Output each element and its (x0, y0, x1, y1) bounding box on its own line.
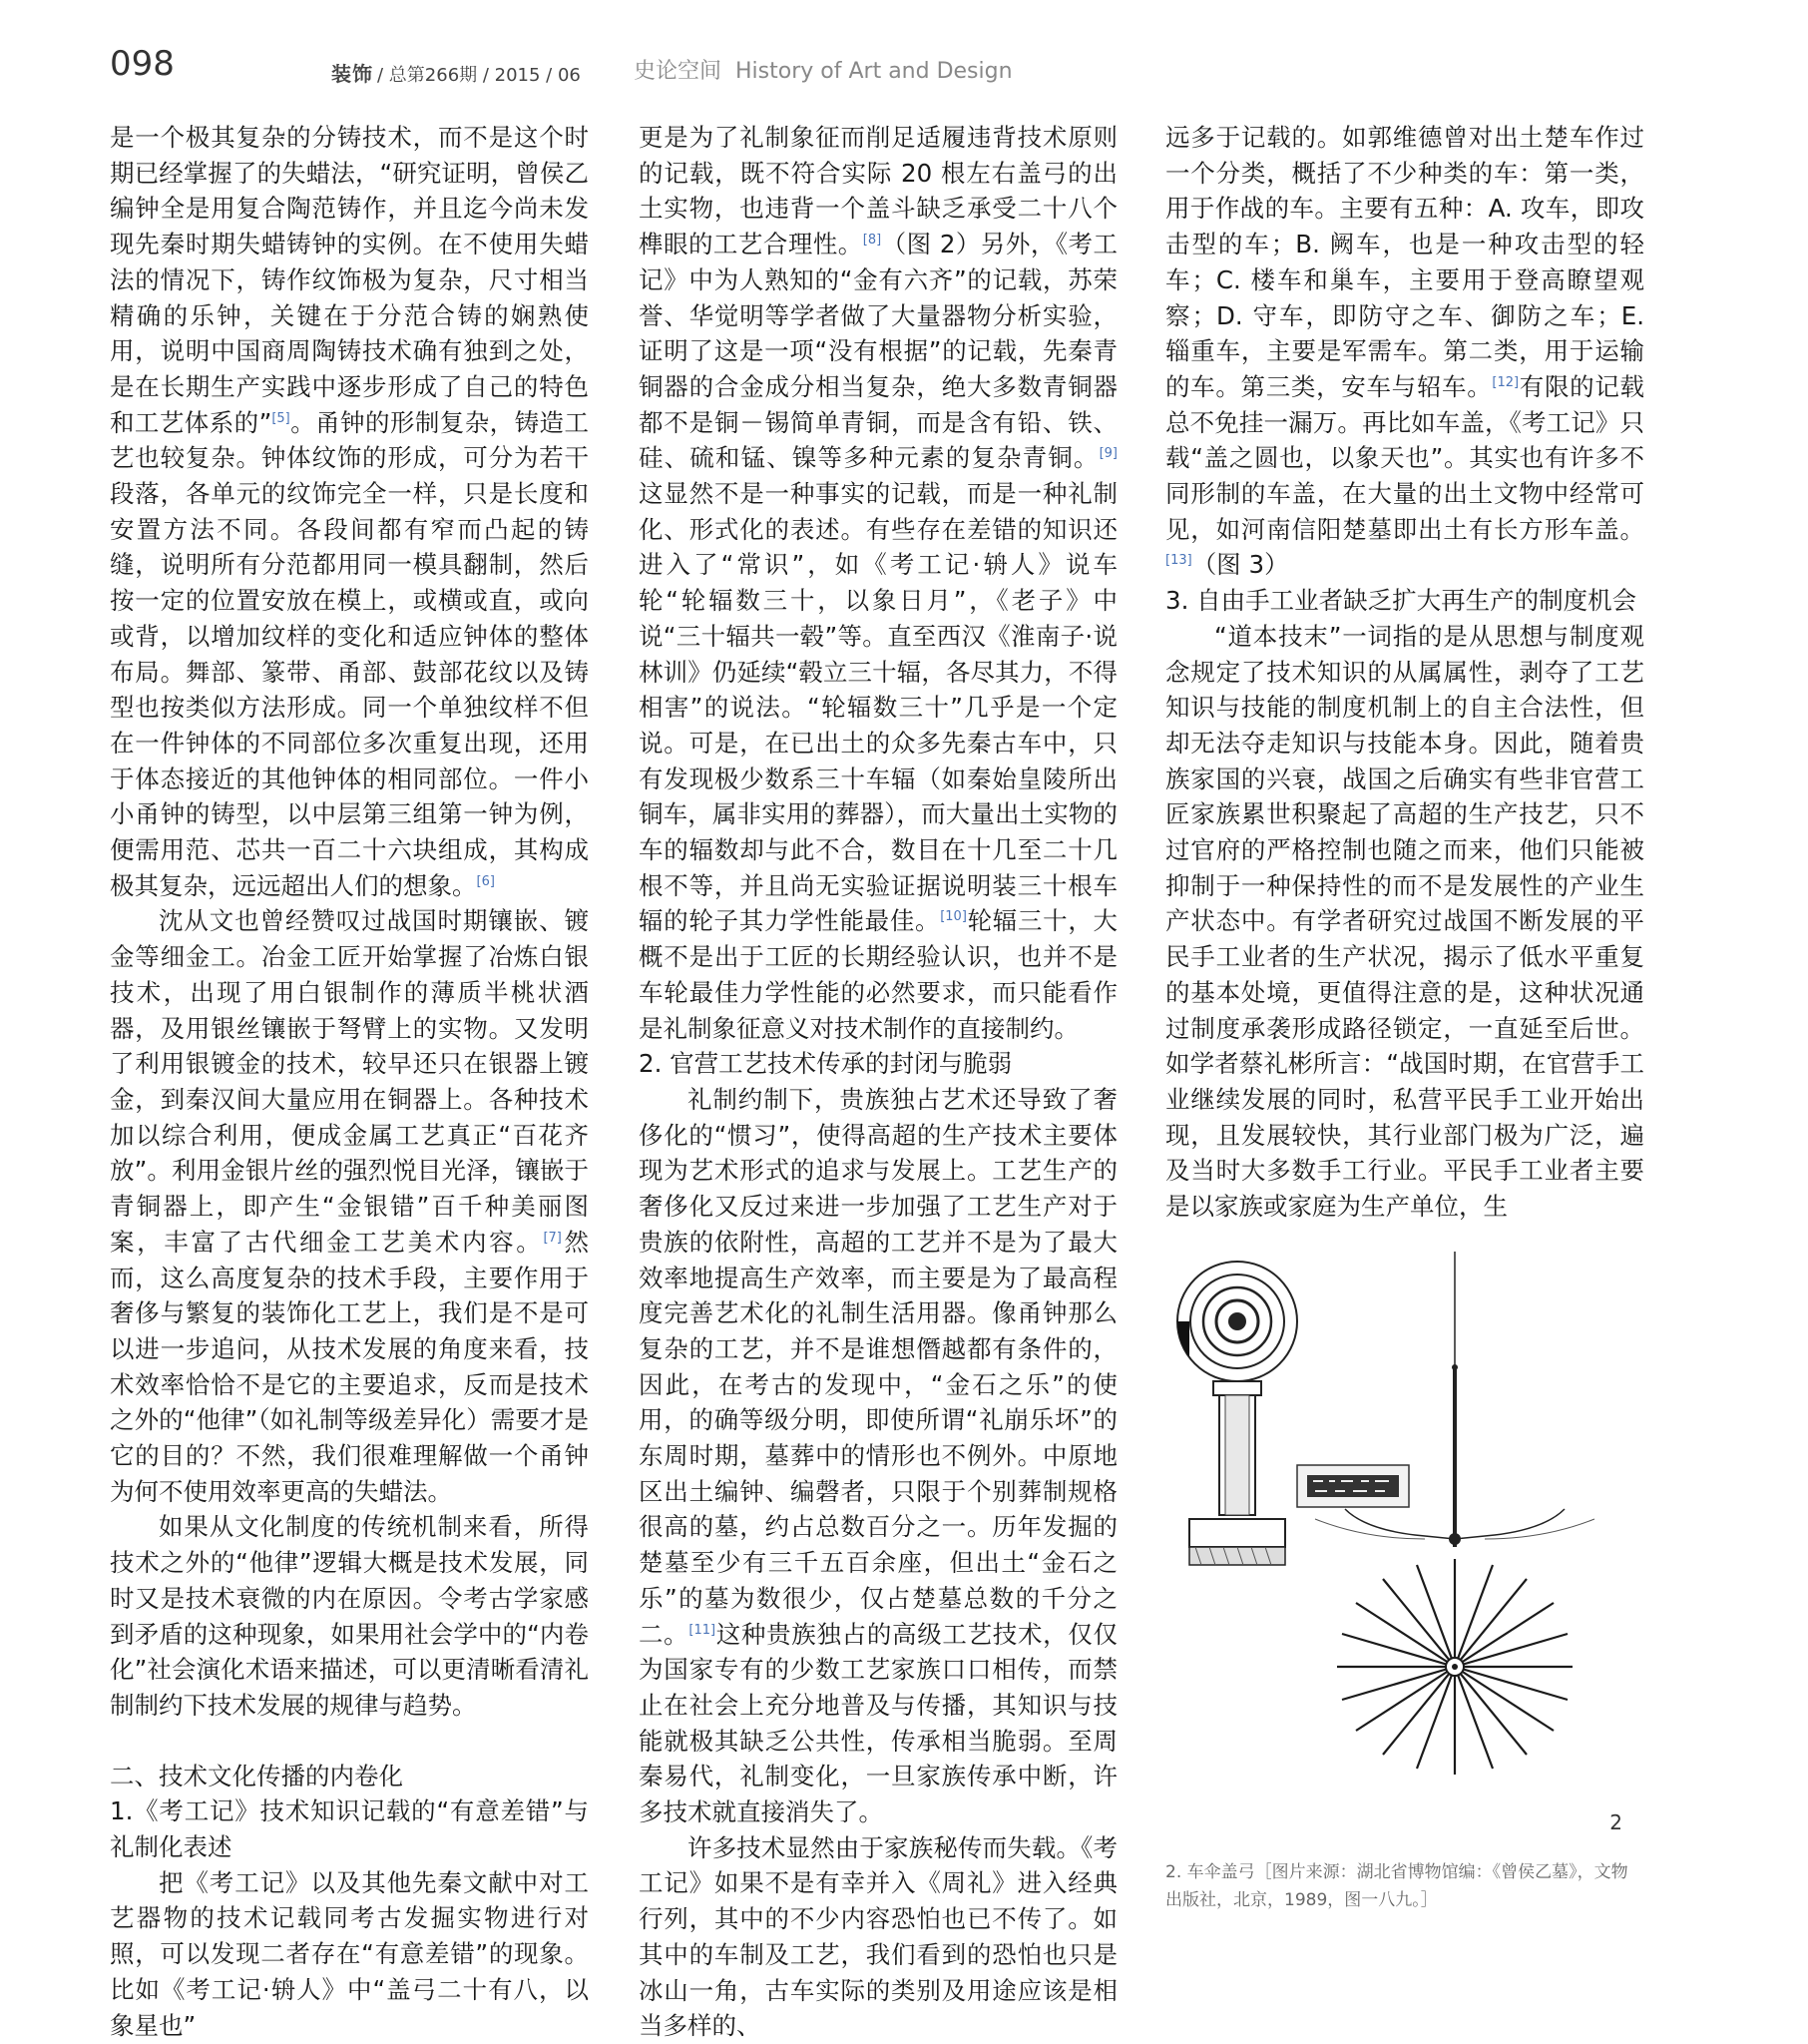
text-column-2 (639, 120, 1119, 2041)
paragraph: 是一个极其复杂的分铸技术，而不是这个时期已经掌握了的失蜡法，“研究证明，曾侯乙编钟全是用复合陶范铸作，并且迄今尚未发现先秦时期失蜡铸钟的实例。在不使用失蜡法的情况下，铸作纹饰极为复杂，尺寸相当精确的乐钟，关键在于分范合铸的娴熟使用，说明中国商周陶铸技术确有独到之处，是在长期生产实践中逐步形成了自己的特色和工艺体系的”[5]。甬钟的形制复杂，铸造工艺也较复杂。钟体纹饰的形成，可分为若干段落，各单元的纹饰完全一样，只是长度和安置方法不同。各段间都有窄而凸起的铸缝，说明所有分范都用同一模具翻制，然后按一定的位置安放在模上，或横或直，或向或背，以增加纹样的变化和适应钟体的整体布局。舞部、篆带、甬部、鼓部花纹以及铸型也按类似方法形成。同一个单独纹样不但在一件钟体的不同部位多次重复出现，还用于体态接近的其他钟体的相同部位。一件小小甬钟的铸型，以中层第三组第一钟为例，便需用范、芯共一百二十六块组成，其构成极其复杂，远远超出人们的想象。[6] (110, 123, 589, 900)
paragraph: 许多技术显然由于家族秘传而失载。《考工记》如果不是有幸并入《周礼》进入经典行列，其中的不少内容恐怕也已不传了。如其中的车制及工艺，我们看到的恐怕也只是冰山一角，古车实际的类别及用途应该是相当多样的、 (639, 1832, 1118, 2041)
footnote-ref[interactable]: [8] (862, 232, 882, 248)
journal-logo: 装饰 (331, 62, 373, 86)
canopy-ribs-bottom-view (1337, 1559, 1573, 1775)
canopy-ribs-illustration (1165, 1248, 1644, 1806)
footnote-ref[interactable]: [13] (1165, 553, 1192, 569)
footnote-ref[interactable]: [10] (940, 909, 967, 925)
paragraph: 如果从文化制度的传统机制来看，所得技术之外的“他律”逻辑大概是技术发展，同时又是技术衰微的内在原因。令考古学家感到矛盾的这种现象，如果用社会学中的“内卷化”社会演化术语来描述，可以更清晰看清礼制制约下技术发展的规律与趋势。 (110, 1512, 589, 1720)
footnote-ref[interactable]: [11] (688, 1622, 716, 1638)
page-number: 098 (110, 44, 175, 84)
section-name-cn: 史论空间 (634, 59, 722, 84)
issue-info: / 总第266期 / 2015 / 06 (377, 65, 581, 86)
journal-info (331, 58, 581, 87)
footnote-ref[interactable]: [7] (543, 1230, 562, 1246)
canopy-hub-top-view (1177, 1262, 1297, 1381)
section-name (634, 54, 1013, 85)
paragraph: “道本技末”一词指的是从思想与制度观念规定了技术知识的从属属性，剥夺了工艺知识与技能的制度机制上的自主合法性，但却无法夺走知识与技能本身。因此，随着贵族家国的兴衰，战国之后确实有些非官营工匠家族累世积聚起了高超的生产技艺，只不过官府的严格控制也随之而来，他们只能被抑制于一种保持性的而不是发展性的产业生产状态中。有学者研究过战国不断发展的平民手工业者的生产状况，揭示了低水平重复的基本处境，更值得注意的是，这种状况通过制度承袭形成路径锁定，一直延至后世。如学者蔡礼彬所言：“战国时期，在官营手工业继续发展的同时，私营平民手工业开始出现，且发展较快，其行业部门极为广泛，遍及当时大多数手工行业。平民手工业者主要是以家族或家庭为生产单位，生 (1165, 621, 1644, 1222)
running-header (110, 44, 1698, 94)
section-name-en: History of Art and Design (735, 59, 1013, 84)
footnote-ref[interactable]: [5] (271, 410, 290, 426)
figure-2 (1165, 1248, 1644, 1834)
subsection-heading: 3. 自由手工业者缺乏扩大再生产的制度机会 (1165, 586, 1637, 616)
footnote-ref[interactable]: [6] (476, 873, 495, 889)
paragraph: 更是为了礼制象征而削足适履违背技术原则的记载，既不符合实际 20 根左右盖弓的出土实物，也违背一个盖斗缺乏承受二十八个榫眼的工艺合理性。[8]（图 2）另外，《考工记》中为人熟知的“金有六齐”的记载，苏荣誉、华觉明等学者做了大量器物分析实验，证明了这是一项“没有根据”的记载，先秦青铜器的合金成分相当复杂，绝大多数青铜器都不是铜－锡简单青铜，而是含有铅、铁、硅、硫和锰、镍等多种元素的复杂青铜。[9]这显然不是一种事实的记载，而是一种礼制化、形式化的表述。有些存在差错的知识还进入了“常识”，如《考工记·辀人》说车轮“轮辐数三十，以象日月”，《老子》中说“三十辐共一毂”等。直至西汉《淮南子·说林训》仍延续“毂立三十辐，各尽其力，不得相害”的说法。“轮辐数三十”几乎是一个定说。可是，在已出土的众多先秦古车中，只有发现极少数系三十车辐（如秦始皇陵所出铜车，属非实用的葬器），而大量出土实物的车的辐数却与此不合，数目在十几至二十几根不等，并且尚无实验证据说明装三十根车辐的轮子其力学性能最佳。[10]轮辐三十，大概不是出于工匠的长期经验认识，也并不是车轮最佳力学性能的必然要求，而只能看作是礼制象征意义对技术制作的直接制约。 (639, 123, 1119, 1043)
subsection-heading: 2. 官营工艺技术传承的封闭与脆弱 (639, 1049, 1013, 1079)
figure-caption: 2. 车伞盖弓［图片来源：湖北省博物馆编：《曾侯乙墓》，文物出版社，北京，1989，图一八九。］ (1165, 1862, 1628, 1910)
paragraph: 沈从文也曾经赞叹过战国时期镶嵌、镀金等细金工。冶金工匠开始掌握了冶炼白银技术，出现了用白银制作的薄质半桃状酒器，及用银丝镶嵌于弩臂上的实物。又发明了利用银镀金的技术，较早还只在银器上镀金，到秦汉间大量应用在铜器上。各种技术加以综合利用，便成金属工艺真正“百花齐放”。利用金银片丝的强烈悦目光泽，镶嵌于青铜器上，即产生“金银错”百千种美丽图案，丰富了古代细金工艺美术内容。[7]然而，这么高度复杂的技术手段，主要作用于奢侈与繁复的装饰化工艺上，我们是不是可以进一步追问，从技术发展的角度来看，技术效率恰恰不是它的主要追求，反而是技术之外的“他律”（如礼制等级差异化）需要才是它的目的？不然，我们很难理解做一个甬钟为何不使用效率更高的失蜡法。 (110, 906, 590, 1506)
subsection-heading: 1.《考工记》技术知识记载的“有意差错”与礼制化表述 (110, 1796, 589, 1862)
figure-number: 2 (1609, 1810, 1622, 1834)
rib-socket-detail (1297, 1465, 1409, 1507)
section-heading: 二、技术文化传播的内卷化 (110, 1761, 403, 1790)
footnote-ref[interactable]: [9] (1099, 446, 1118, 462)
paragraph: 远多于记载的。如郭维德曾对出土楚车作过一个分类，概括了不少种类的车：第一类，用于作战的车。主要有五种：A. 攻车，即攻击型的车；B. 阙车，也是一种攻击型的轻车；C. 楼车和巢车，主要用于登高瞭望观察；D. 守车，即防守之车、御防之车；E. 辎重车，主要是军需车。第二类，用于运输的车。第三类，安车与轺车。[12]有限的记载总不免挂一漏万。再比如车盖，《考工记》只载“盖之圆也，以象天也”。其实也有许多不同形制的车盖，在大量的出土文物中经常可见，如河南信阳楚墓即出土有长方形车盖。[13]（图 3） (1165, 123, 1645, 580)
paragraph: 把《考工记》以及其他先秦文献中对工艺器物的技术记载同考古发掘实物进行对照，可以发现二者存在“有意差错”的现象。比如《考工记·辀人》中“盖弓二十有八，以象星也” (110, 1867, 589, 2040)
canopy-hub-side-view (1189, 1381, 1285, 1565)
column-3-text (1165, 120, 1645, 1222)
paragraph: 礼制约制下，贵族独占艺术还导致了奢侈化的“惯习”，使得高超的生产技术主要体现为艺术形式的追求与发展上。工艺生产的奢侈化又反过来进一步加强了工艺生产对于贵族的依附性，高超的工艺并不是为了最大效率地提高生产效率，而主要是为了最高程度完善艺术化的礼制生活用器。像甬钟那么复杂的工艺，并不是谁想僭越都有条件的，因此，在考古的发现中，“金石之乐”的使用，的确等级分明，即使所谓“礼崩乐坏”的东周时期，墓葬中的情形也不例外。中原地区出土编钟、编磬者，只限于个别葬制规格很高的墓，约占总数百分之一。历年发掘的楚墓至少有三千五百余座，但出土“金石之乐”的墓为数很少，仅占楚墓总数的千分之二。[11]这种贵族独占的高级工艺技术，仅仅为国家专有的少数工艺家族口口相传，而禁止在社会上充分地普及与传播，其知识与技能就极其缺乏公共性，传承相当脆弱。至周秦易代，礼制变化，一旦家族传承中断，许多技术就直接消失了。 (639, 1084, 1119, 1827)
text-column-1 (110, 120, 590, 2040)
footnote-ref[interactable]: [12] (1492, 374, 1520, 390)
